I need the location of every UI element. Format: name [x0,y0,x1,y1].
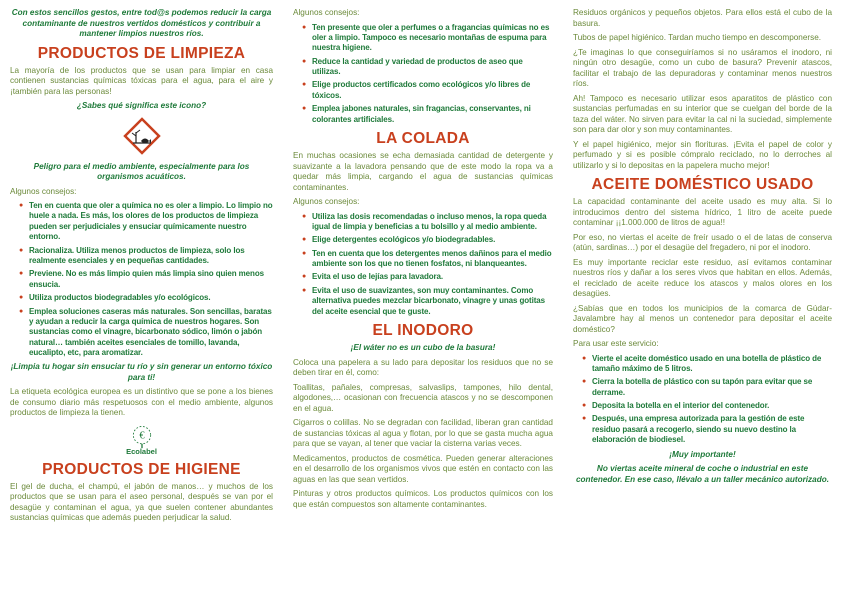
list-item: ● Previene. No es más limpio quien más limpia sino quien menos ensucia. [20,269,273,290]
inodoro-paragraph: Tubos de papel higiénico. Tardan mucho tiempo en descomponerse. [573,33,822,42]
important-body: No viertas aceite mineral de coche o industrial en este contenedor. En ese caso, llévalo a un taller mecánico autorizado. [576,464,829,484]
colada-paragraph: En muchas ocasiones se echa demasiada cantidad de detergente y suavizante a la lavadora pensando que de este modo la ropa va a quedar más limpia, cargando el agua de sustancias químicas contaminantes. [293,151,553,192]
inodoro-paragraph: Toallitas, pañales, compresas, salvaslips, tampones, hilo dental, algodones,… ocasionan con frecuencia atascos y no se descomponen en el agua. [293,382,553,413]
inodoro-paragraph: Medicamentos, productos de cosmética. Pueden generar alteraciones en el desarrollo de los organismos vivos que estén en contacto con las aguas en las que sean vertidos. [293,453,553,484]
list-item: ● Ten en cuenta que oler a química no es oler a limpio. Lo limpio no huele a nada. Es más, los olores de los productos de limpieza pueden ser perjudiciales y ensuciar químicamente nuestro entorno. [20,201,273,243]
intro-text: Con estos sencillos gestos, entre tod@s podemos reducir la carga contaminante de nuestros vertidos domésticos y contribuir a mantener limpios nuestros ríos. [11,8,272,38]
list-item: ● Cierra la botella de plástico con su tapón para evitar que se derrame. [583,377,832,398]
inodoro-paragraph: Cigarros o colillas. No se degradan con facilidad, liberan gran cantidad de sustancias tóxicas al agua y flotan, por lo que se gasta mucha agua para que se vayan, al tener que vaciar la cisterna varias veces. [293,418,553,449]
section-title-aceite: ACEITE DOMÉSTICO USADO [591,176,814,193]
column-3 [563,0,842,595]
aceite-paragraph: ¿Sabías que en todos los municipios de la comarca de Gúdar-Javalambre hay al menos un contenedor para depositar el aceite doméstico? [573,303,832,334]
list-item: ● Emplea jabones naturales, sin fragancias, conservantes, ni colorantes artificiales. [303,104,553,125]
servicio-steps-list [573,354,832,446]
list-item: ● Utiliza las dosis recomendadas o incluso menos, la ropa queda igual de limpia y beneficias a tu bolsillo y al medio ambiente. [303,212,553,233]
list-item: ● Vierte el aceite doméstico usado en una botella de plástico de tamaño máximo de 5 litros. [583,354,832,375]
list-item: ● Elige detergentes ecológicos y/o biodegradables. [303,235,553,245]
consejos-label: Algunos consejos: [10,186,77,196]
list-item: ● Reduce la cantidad y variedad de productos de aseo que utilizas. [303,57,553,78]
ecolabel-flower-icon [129,423,155,449]
column-1 [0,0,283,595]
column-2 [283,0,563,595]
limpieza-slogan: ¡Limpia tu hogar sin ensuciar tu río y sin generar un entorno tóxico para ti! [10,362,273,382]
list-item: ● Evita el uso de lejías para lavadora. [303,272,553,282]
higiene-paragraph: El gel de ducha, el champú, el jabón de manos… y muchos de los productos que se usan para el aseo personal, después se van por el desagüe y contaminan el agua, ya que suelen contener abundantes sustancias químicas que además pueden perjudicar la salud. [10,481,273,523]
list-item: ● Ten presente que oler a perfumes o a fragancias químicas no es oler a limpio. Tampoco es necesario montañas de espuma para nuestra higiene. [303,23,553,54]
inodoro-paragraph: Y el papel higiénico, mejor sin florituras. ¡Evita el papel de color y perfumado y si es posible cómpralo reciclado, no lo derroches al utilizarlo y si lo depositas en la papelera mucho mejor! [573,139,832,170]
aceite-paragraph: Por eso, no viertas el aceite de freír usado o el de latas de conserva (atún, sardinas…) por el desagüe del fregadero, ni por el inodoro. [573,232,832,252]
inodoro-paragraph: Ah! Tampoco es necesario utilizar esos aparatitos de plástico con sustancias perfumadas en su interior que se cuelgan del borde de la taza del wáter. No sirven para evitar la cal ni la suciedad, simplemente son para dar olor y son muy contaminantes. [573,93,832,134]
higiene-tips-list [293,23,553,126]
list-item: ● Racionaliza. Utiliza menos productos de limpieza, solo los realmente esenciales y en pequeñas cantidades. [20,246,273,267]
list-item: ● Utiliza productos biodegradables y/o ecológicos. [20,293,273,303]
inodoro-paragraph: Coloca una papelera a su lado para depositar los residuos que no se deben tirar en él, como: [293,357,553,378]
aceite-paragraph: Es muy importante reciclar este residuo, así evitamos contaminar nuestros ríos y dañar a los seres vivos que habitan en ellos. Además, el reciclado de aceite reduce los atascos y malos olores en los desagües. [573,257,832,298]
hazard-caption: Peligro para el medio ambiente, especialmente para los organismos acuáticos. [33,161,250,181]
list-item: ● Evita el uso de suavizantes, son muy contaminantes. Como alternativa puedes mezclar bicarbonato, vinagre y unas gotitas del aceite esencial que te guste. [303,286,553,317]
inodoro-paragraph: Residuos orgánicos y pequeños objetos. Para ellos está el cubo de la basura. [573,8,832,28]
svg-text:€: € [138,430,145,442]
inodoro-paragraph: ¿Te imaginas lo que conseguiríamos si no usáramos el inodoro, ni ningún otro desagüe, como un cubo de basura? Prevenir atascos, facilitar el trabajo de las depuradoras y contaminar menos nuestros ríos. [573,47,832,88]
servicio-label: Para usar este servicio: [573,339,659,348]
list-item: ● Después, una empresa autorizada para la gestión de este residuo pasará a recogerlo, siendo su nuevo destino la elaboración de biodiesel. [583,414,832,445]
inodoro-paragraph: Pinturas y otros productos químicos. Los productos químicos con los que están compuestos son altamente contaminantes. [293,489,553,509]
limpieza-paragraph: La mayoría de los productos que se usan para limpiar en casa contienen sustancias químicas tóxicas para el agua, para el aire y ¡también para las personas! [10,65,273,96]
etiqueta-paragraph: La etiqueta ecológica europea es un distintivo que se pone a los bienes de consumo diario más respetuosos con el medio ambiente, algunos productos de limpieza la tienen. [10,387,273,418]
section-title-limpieza: PRODUCTOS DE LIMPIEZA [37,44,246,62]
colada-tips-list [293,212,553,318]
list-item: ● Deposita la botella en el interior del contenedor. [583,401,832,411]
section-title-colada: LA COLADA [376,130,470,148]
list-item: ● Emplea soluciones caseras más naturales. Son sencillas, baratas y ayudan a reducir la carga química de nuestros hogares. Son sustancias como el vinagre, bicarbonato sódico, limón o jabón natural… también aceites esenciales de tomillo, lavanda, eucalipto, etc, para aromatizar. [20,307,273,359]
ecolabel-text: Ecolabel [126,446,157,456]
icon-question: ¿Sabes qué significa este icono? [76,101,207,110]
section-title-inodoro: EL INODORO [372,322,474,340]
list-item: ● Elige productos certificados como ecológicos y/o libres de tóxicos. [303,80,553,101]
consejos-label: Algunos consejos: [293,8,360,17]
aceite-paragraph: La capacidad contaminante del aceite usado es muy alta. Si lo introducimos dentro del sistema hídrico, 1 litro de aceite puede contaminar ¡¡1.000.000 de litros de agua!! [573,197,832,227]
list-item: ● Ten en cuenta que los detergentes menos dañinos para el medio ambiente son los que no tienen fosfatos, ni blanqueantes. [303,249,553,270]
important-title: ¡Muy importante! [669,449,736,459]
inodoro-slogan: ¡El wáter no es un cubo de la basura! [350,343,496,353]
limpieza-tips-list [10,201,273,358]
colada-consejos-label: Algunos consejos: [293,197,360,207]
ecolabel-logo [10,423,273,456]
section-title-higiene: PRODUCTOS DE HIGIENE [42,460,241,478]
hazard-environment-icon [10,116,273,156]
